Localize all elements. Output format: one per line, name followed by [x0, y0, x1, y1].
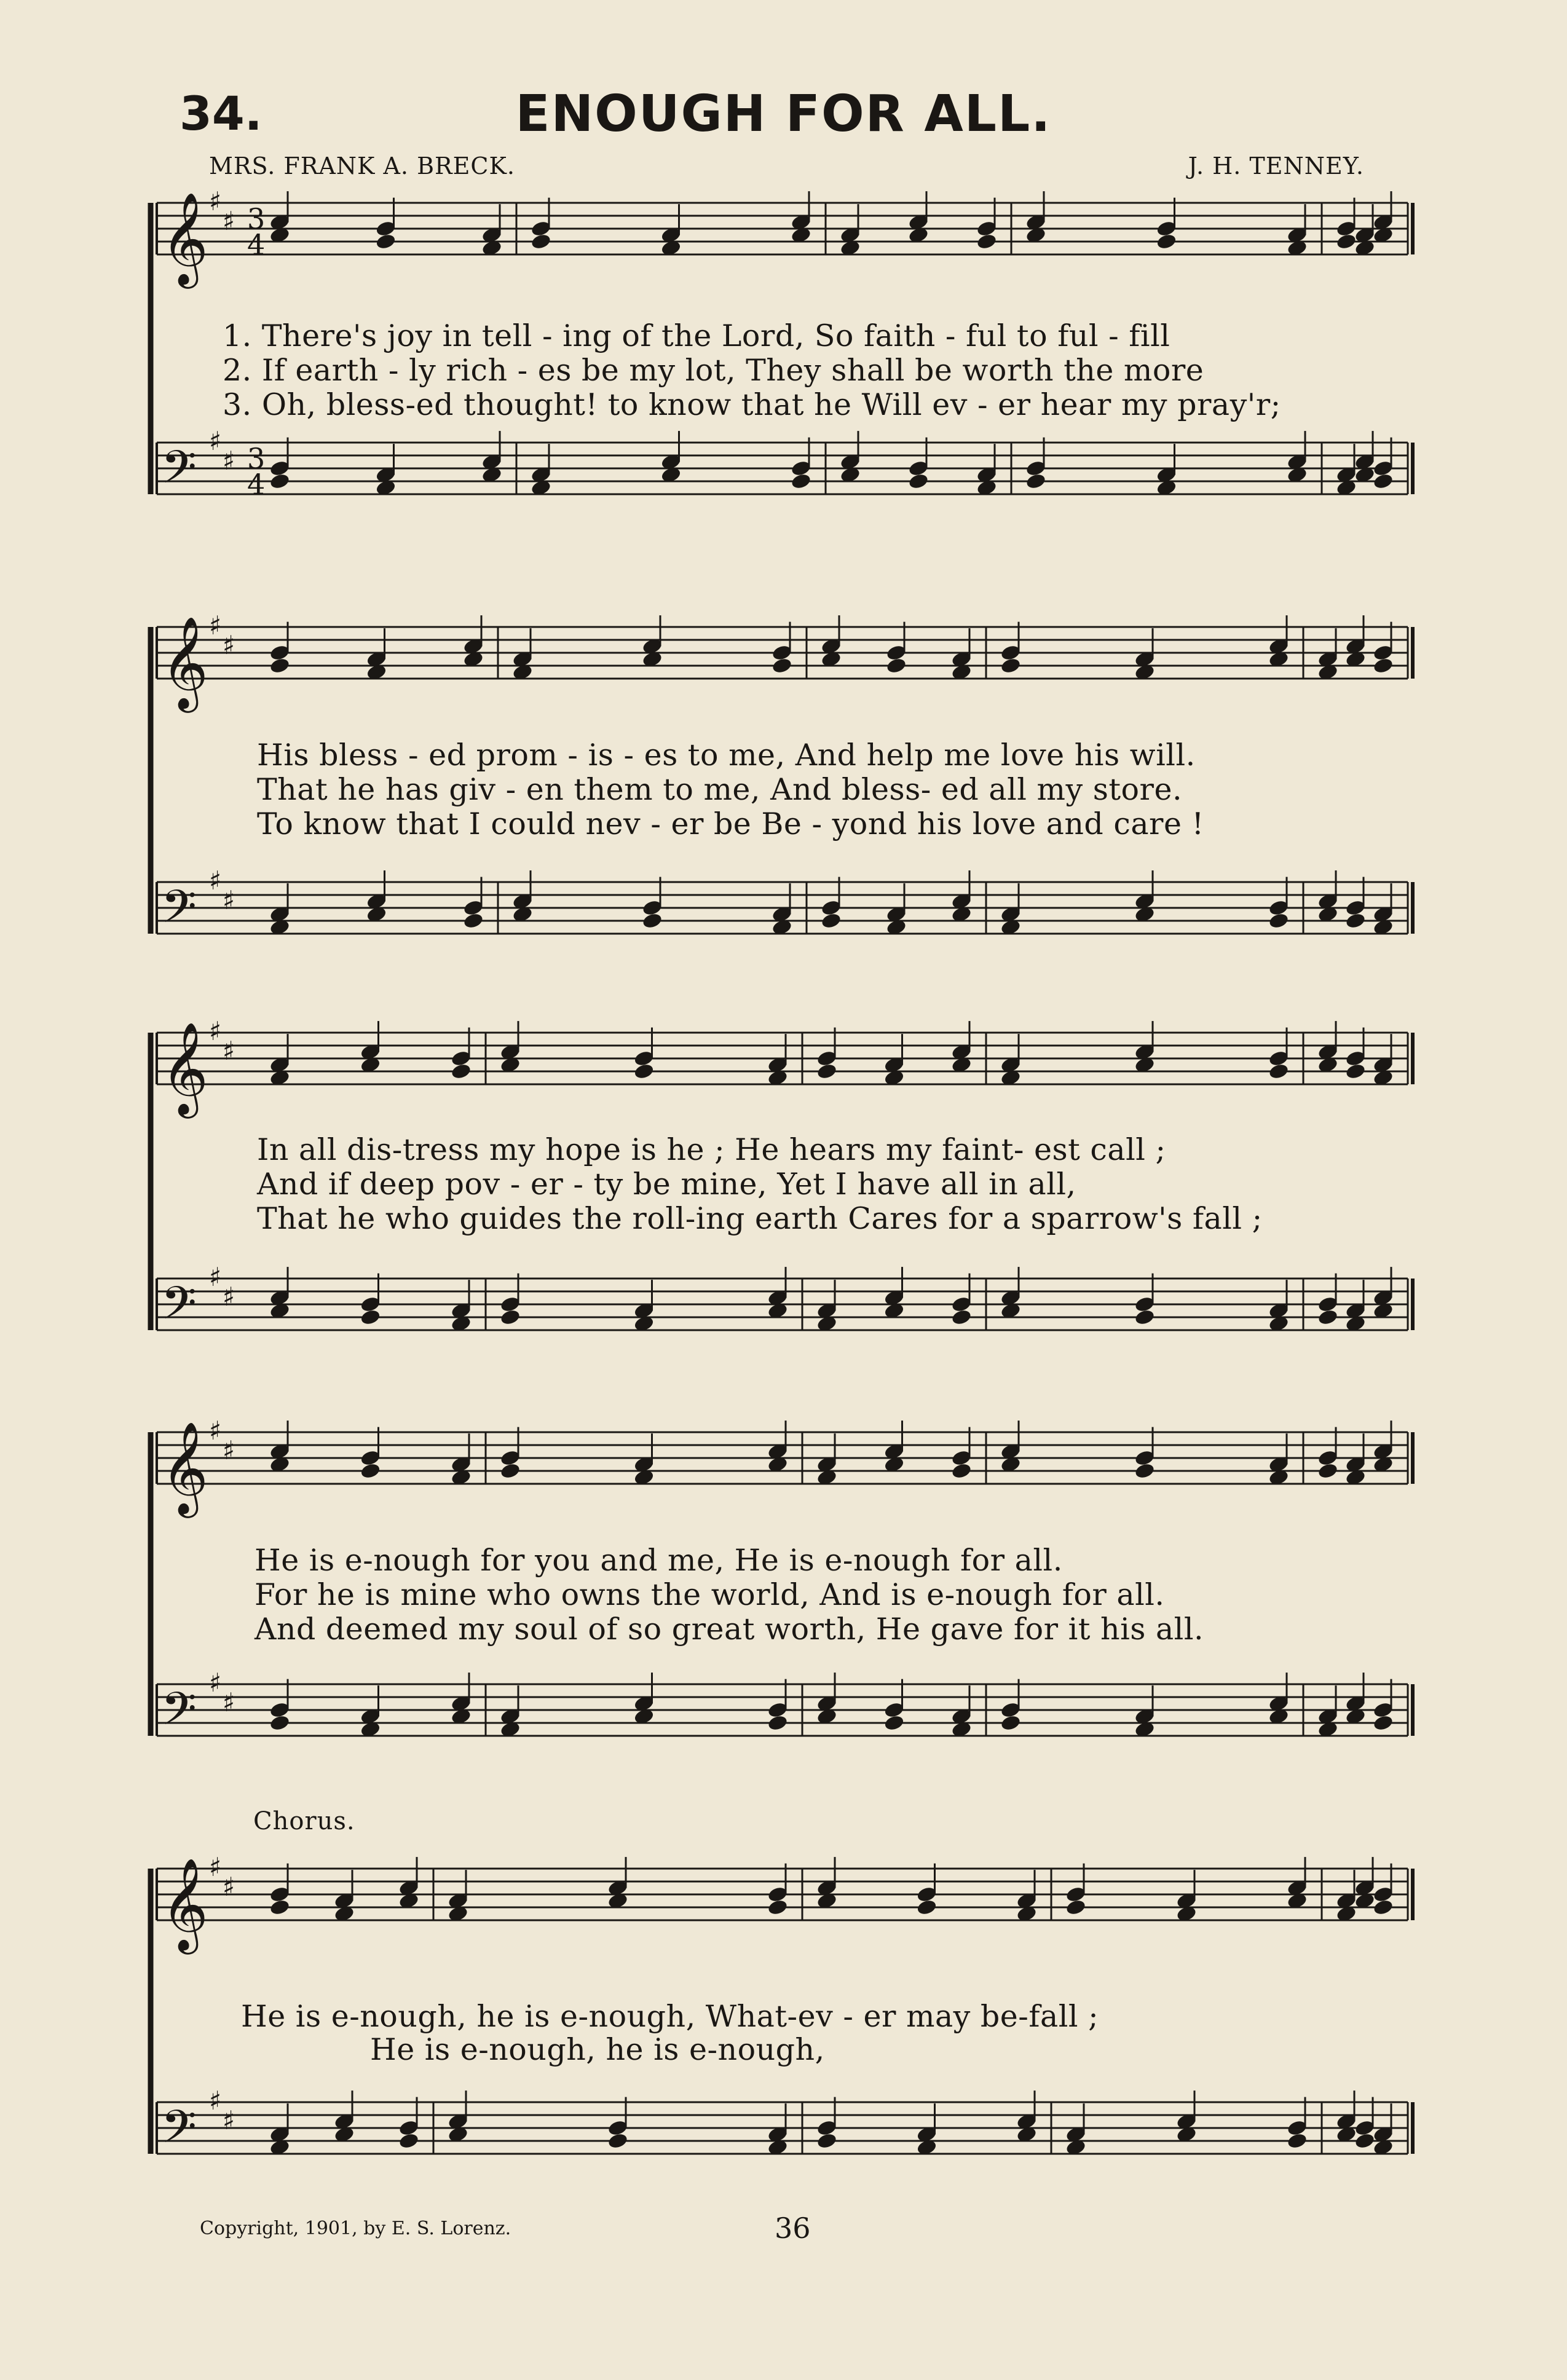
- note-head: [462, 912, 484, 929]
- treble-clef: 𝄞: [161, 1021, 208, 1114]
- verse-2-line-2: That he has giv - en them to me, And bless- ed all my store.: [257, 772, 1183, 807]
- note-head: [1372, 1714, 1394, 1732]
- note-head: [1025, 472, 1046, 490]
- note-head: [950, 1308, 972, 1326]
- key-signature-sharp: ♯: [209, 1016, 222, 1046]
- note-head: [1268, 912, 1289, 929]
- note-head: [767, 1714, 788, 1732]
- note-head: [1372, 656, 1394, 674]
- key-signature-sharp: ♯: [209, 2086, 222, 2116]
- hymn-title: ENOUGH FOR ALL.: [515, 85, 1052, 143]
- bass-clef: 𝄢: [161, 2100, 197, 2165]
- key-signature-sharp: ♯: [223, 446, 235, 476]
- note-head: [816, 2132, 837, 2149]
- key-signature-sharp: ♯: [223, 630, 235, 660]
- key-signature-sharp: ♯: [223, 1282, 235, 1312]
- note-head: [633, 1062, 655, 1080]
- note-head: [1286, 2132, 1308, 2149]
- treble-clef: 𝄞: [161, 1857, 208, 1950]
- key-signature-sharp: ♯: [209, 1668, 222, 1698]
- key-signature-sharp: ♯: [209, 610, 222, 640]
- note-head: [499, 1308, 521, 1326]
- bass-clef: 𝄢: [161, 1277, 197, 1341]
- copyright-notice: Copyright, 1901, by E. S. Lorenz.: [200, 2218, 511, 2239]
- verse-1-line-3: In all dis-tress my hope is he ; He hears my faint- est call ;: [257, 1132, 1166, 1167]
- note-head: [883, 1714, 905, 1732]
- note-head: [820, 912, 842, 929]
- key-signature-sharp: ♯: [223, 885, 235, 915]
- note-head: [1268, 1062, 1289, 1080]
- note-head: [1372, 1898, 1394, 1916]
- note-head: [269, 1714, 290, 1732]
- note-head: [641, 912, 663, 929]
- note-head: [1065, 1898, 1086, 1916]
- note-head: [1156, 232, 1177, 250]
- note-head: [907, 472, 929, 490]
- lyricist-credit: MRS. FRANK A. BRECK.: [209, 152, 515, 179]
- time-signature-bottom: 4: [247, 468, 266, 501]
- verse-1-line-1: 1. There's joy in tell - ing of the Lord, So faith - ful to ful - fill: [223, 318, 1170, 353]
- treble-clef: 𝄞: [161, 1421, 208, 1514]
- note-head: [499, 1462, 521, 1480]
- note-head: [790, 472, 811, 490]
- note-head: [816, 1062, 837, 1080]
- key-signature-sharp: ♯: [223, 1435, 235, 1465]
- hymn-number: 34.: [180, 86, 262, 141]
- note-head: [950, 1462, 972, 1480]
- verse-3-line-1: 3. Oh, bless-ed thought! to know that he Will ev - er hear my pray'r;: [223, 387, 1281, 422]
- time-signature-top: 3: [247, 442, 266, 475]
- composer-credit: J. H. TENNEY.: [1188, 152, 1364, 179]
- note-head: [1354, 2132, 1375, 2149]
- verse-3-line-3: That he who guides the roll-ing earth Cares for a sparrow's fall ;: [257, 1201, 1263, 1236]
- bass-clef: 𝄢: [161, 1682, 197, 1747]
- time-signature-bottom: 4: [247, 228, 266, 261]
- note-head: [269, 656, 290, 674]
- note-head: [1000, 1714, 1021, 1732]
- verse-1-line-2: His bless - ed prom - is - es to me, And help me love his will.: [257, 738, 1196, 773]
- note-head: [450, 1062, 472, 1080]
- key-signature-sharp: ♯: [209, 865, 222, 896]
- note-head: [916, 1898, 937, 1916]
- key-signature-sharp: ♯: [209, 1852, 222, 1882]
- verse-1-line-4: He is e-nough for you and me, He is e-nough for all.: [255, 1543, 1063, 1578]
- chorus-line-2: He is e-nough, he is e-nough,: [370, 2032, 825, 2067]
- bass-clef: 𝄢: [161, 441, 197, 505]
- note-head: [1317, 1462, 1338, 1480]
- note-head: [1134, 1462, 1155, 1480]
- note-head: [771, 656, 792, 674]
- key-signature-sharp: ♯: [223, 1687, 235, 1717]
- note-head: [1344, 912, 1366, 929]
- key-signature-sharp: ♯: [223, 1036, 235, 1066]
- verse-2-line-4: For he is mine who owns the world, And is e-nough for all.: [255, 1577, 1165, 1612]
- note-head: [1344, 1062, 1366, 1080]
- page-number: 36: [775, 2212, 811, 2245]
- treble-clef: 𝄞: [161, 615, 208, 709]
- note-head: [1317, 1308, 1338, 1326]
- key-signature-sharp: ♯: [223, 1872, 235, 1902]
- note-head: [885, 656, 907, 674]
- note-head: [1134, 1308, 1155, 1326]
- key-signature-sharp: ♯: [223, 206, 235, 236]
- key-signature-sharp: ♯: [209, 1262, 222, 1292]
- note-head: [607, 2132, 628, 2149]
- note-head: [269, 1898, 290, 1916]
- verse-2-line-1: 2. If earth - ly rich - es be my lot, They shall be worth the more: [223, 353, 1204, 388]
- verse-2-line-3: And if deep pov - er - ty be mine, Yet I have all in all,: [257, 1167, 1076, 1202]
- verse-3-line-2: To know that I could nev - er be Be - yond his love and care !: [257, 806, 1204, 841]
- note-head: [360, 1462, 381, 1480]
- key-signature-sharp: ♯: [209, 1416, 222, 1446]
- note-head: [398, 2132, 419, 2149]
- note-head: [375, 232, 397, 250]
- note-head: [767, 1898, 788, 1916]
- note-head: [530, 232, 551, 250]
- chorus-line-1: He is e-nough, he is e-nough, What-ev - er may be-fall ;: [241, 1999, 1099, 2034]
- note-head: [976, 232, 997, 250]
- key-signature-sharp: ♯: [209, 186, 222, 216]
- note-head: [360, 1308, 381, 1326]
- note-head: [1372, 472, 1394, 490]
- key-signature-sharp: ♯: [209, 426, 222, 456]
- verse-3-line-4: And deemed my soul of so great worth, He gave for it his all.: [255, 1612, 1204, 1647]
- note-head: [1000, 656, 1021, 674]
- time-signature-top: 3: [247, 202, 266, 235]
- key-signature-sharp: ♯: [223, 2105, 235, 2135]
- note-head: [269, 472, 290, 490]
- bass-clef: 𝄢: [161, 880, 197, 945]
- treble-clef: 𝄞: [161, 191, 208, 285]
- chorus-label: Chorus.: [253, 1807, 355, 1835]
- note-head: [1335, 232, 1357, 250]
